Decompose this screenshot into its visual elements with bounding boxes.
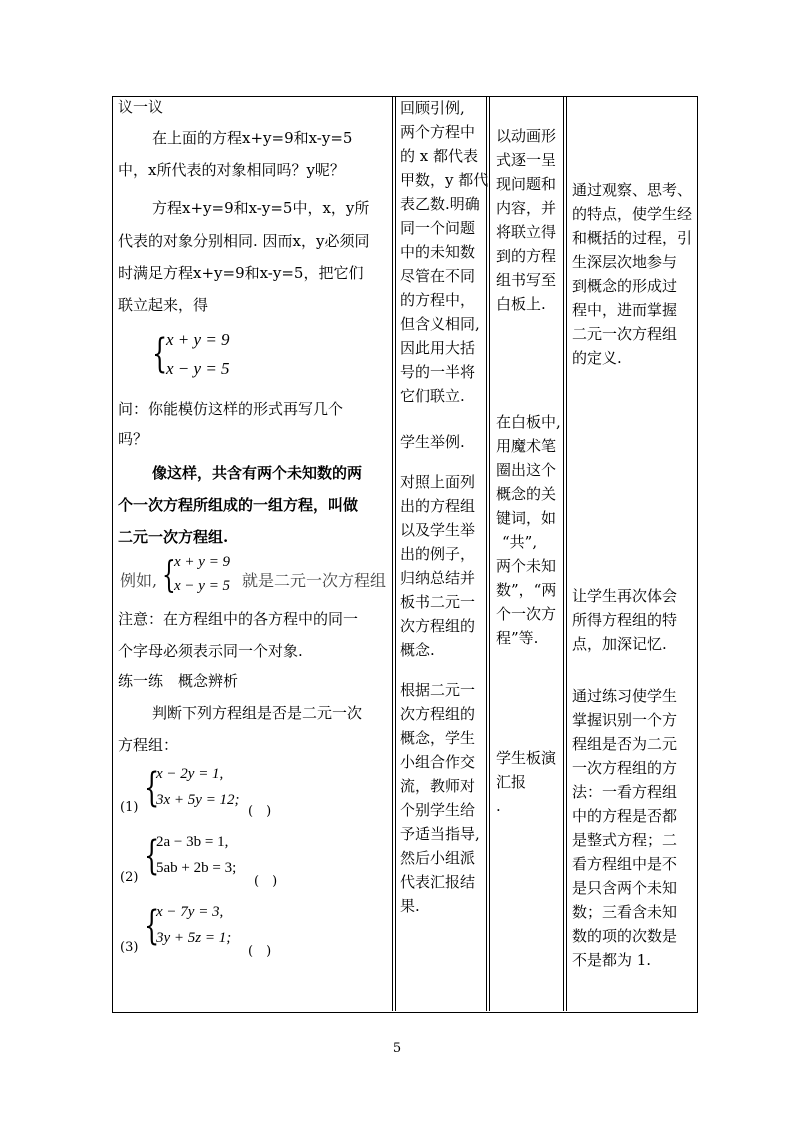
text-line: 的定义. xyxy=(572,349,622,367)
exercise-item xyxy=(118,762,388,822)
text-line: 然后小组派 xyxy=(400,849,476,867)
example-system xyxy=(162,552,242,602)
text-line: 但含义相同, xyxy=(400,315,480,333)
paragraph-line: 联立起来，得 xyxy=(118,296,209,314)
answer-blank[interactable]: ( ) xyxy=(248,804,272,819)
practice-heading: 练一练 概念辨析 xyxy=(118,672,239,690)
text-line: 归纳总结并 xyxy=(400,569,476,587)
text-line: 是整式方程；二 xyxy=(572,831,678,849)
equation: x − y = 5 xyxy=(174,578,231,594)
text-line: 点，加深记忆. xyxy=(572,635,667,653)
exercise-item xyxy=(118,830,388,890)
text-line: 数；三看含未知 xyxy=(572,903,678,921)
item-number: (1) xyxy=(120,800,139,815)
equation: x − y = 5 xyxy=(166,359,230,378)
note-line: 个字母必须表示同一个对象. xyxy=(118,642,303,660)
text-line: 用魔术笔 xyxy=(496,437,557,455)
left-brace-icon: { xyxy=(144,903,160,949)
text-line: “共”, xyxy=(502,533,538,551)
text-line: 通过练习使学生 xyxy=(572,687,678,705)
text-line: 板书二元一 xyxy=(400,593,476,611)
column-divider-1 xyxy=(392,96,393,1011)
text-line: 个别学生给 xyxy=(400,801,476,819)
text-line: 以动画形 xyxy=(496,127,557,145)
text-line: 的特点，使学生经 xyxy=(572,205,693,223)
text-line: 学生板演 xyxy=(496,749,557,767)
equation-system xyxy=(144,762,264,820)
text-line: 甲数，y 都代 xyxy=(400,171,489,189)
text-line: 代表汇报结 xyxy=(400,873,476,891)
text-line: 圈出这个 xyxy=(496,461,557,479)
item-number: (2) xyxy=(120,870,139,885)
text-line: 中的方程是否都 xyxy=(572,807,678,825)
section-heading: 议一议 xyxy=(118,98,164,116)
paragraph-line: 代表的对象分别相同. 因而x，y必须同 xyxy=(118,232,370,250)
column-divider-3 xyxy=(486,96,487,1011)
equation: x + y = 9 xyxy=(174,554,231,570)
text-line: 白板上. xyxy=(496,295,546,313)
paragraph-line: 判断下列方程组是否是二元一次 xyxy=(152,704,363,722)
text-line: 生深层次地参与 xyxy=(572,253,678,271)
text-line: 次方程组的 xyxy=(400,617,476,635)
text-line: 在白板中, xyxy=(496,413,561,431)
media-column xyxy=(496,96,562,1011)
text-line: 回顾引例, xyxy=(400,99,465,117)
paragraph-line: 时满足方程x+y=9和x-y=5，把它们 xyxy=(118,264,364,282)
paragraph-line: 方程组： xyxy=(118,736,179,754)
text-line: 数”，“两 xyxy=(496,581,557,599)
text-line: 予适当指导, xyxy=(400,825,480,843)
text-line: 到概念的形成过 xyxy=(572,277,678,295)
note-line: 注意：在方程组中的各方程中的同一 xyxy=(118,610,359,628)
definition-line: 像这样，共含有两个未知数的两 xyxy=(152,464,363,482)
text-line: 尽管在不同 xyxy=(400,267,476,285)
text-line: 流，教师对 xyxy=(400,777,476,795)
paragraph-line: 中，x所代表的对象相同吗？y呢？ xyxy=(118,161,345,179)
text-line: 看方程组中是不 xyxy=(572,855,678,873)
text-line: 学生举例. xyxy=(400,433,465,451)
text-line: 现问题和 xyxy=(496,175,557,193)
example-line xyxy=(118,552,392,604)
equation: x − 7y = 3, xyxy=(156,904,224,920)
text-line: 程中，进而掌握 xyxy=(572,301,678,319)
text-line: 键词，如 xyxy=(496,509,557,527)
text-line: 中的未知数 xyxy=(400,243,476,261)
text-line: 概念的关 xyxy=(496,485,557,503)
text-line: 同一个问题 xyxy=(400,219,476,237)
text-line: 所得方程组的特 xyxy=(572,611,678,629)
equation-system xyxy=(152,328,272,384)
text-line: 将联立得 xyxy=(496,223,557,241)
equation: x − 2y = 1, xyxy=(156,766,224,782)
text-line: 数的项的次数是 xyxy=(572,927,678,945)
question-line: 问：你能模仿这样的形式再写几个 xyxy=(118,400,344,418)
text-line: 两个未知 xyxy=(496,557,557,575)
text-line: 它们联立. xyxy=(400,387,465,405)
text-line: 次方程组的 xyxy=(400,705,476,723)
column-divider-5 xyxy=(563,96,564,1011)
text-line: 的方程中， xyxy=(400,291,476,309)
text-line: 概念，学生 xyxy=(400,729,476,747)
definition-line: 二元一次方程组. xyxy=(118,528,229,546)
equation: x + y = 9 xyxy=(166,330,230,349)
answer-blank[interactable]: ( ) xyxy=(248,944,272,959)
text-line: 以及学生举 xyxy=(400,521,476,539)
text-line: 掌握识别一个方 xyxy=(572,711,678,729)
question-line: 吗？ xyxy=(118,430,149,448)
text-line: 因此用大括 xyxy=(400,339,476,357)
text-line: 汇报 xyxy=(496,773,527,791)
text-line: 小组合作交 xyxy=(400,753,476,771)
text-line: 通过观察、思考、 xyxy=(572,181,693,199)
text-line: 出的例子， xyxy=(400,545,476,563)
text-line: 到的方程 xyxy=(496,247,557,265)
equation-system xyxy=(144,830,264,888)
text-line: 根据二元一 xyxy=(400,681,476,699)
example-prefix: 例如, xyxy=(120,571,158,590)
left-brace-icon: { xyxy=(144,765,160,811)
paragraph-line: 在上面的方程x+y=9和x-y=5 xyxy=(152,129,353,147)
equation: 3y + 5z = 1; xyxy=(156,930,232,946)
text-line: . xyxy=(496,797,501,815)
text-line: 的 x 都代表 xyxy=(400,147,478,165)
left-brace-icon: { xyxy=(144,833,160,879)
text-line: 表乙数.明确 xyxy=(400,195,480,213)
equation: 2a − 3b = 1, xyxy=(156,834,229,850)
text-line: 程组是否为二元 xyxy=(572,735,678,753)
text-line: 两个方程中 xyxy=(400,123,476,141)
text-line: 内容，并 xyxy=(496,199,557,217)
exercise-item xyxy=(118,900,388,960)
text-line: 程”等. xyxy=(496,629,539,647)
text-line: 不是都为 1. xyxy=(572,951,652,969)
left-brace-icon: { xyxy=(152,331,168,377)
page-number: 5 xyxy=(392,1041,402,1056)
text-line: 组书写至 xyxy=(496,271,557,289)
column-divider-2 xyxy=(395,96,396,1011)
text-line: 果. xyxy=(400,897,420,915)
column-divider-4 xyxy=(489,96,490,1011)
definition-line: 个一次方程所组成的一组方程，叫做 xyxy=(118,496,359,514)
text-line: 对照上面列 xyxy=(400,473,476,491)
paragraph-line: 方程x+y=9和x-y=5中，x，y所 xyxy=(152,199,370,217)
text-line: 法：一看方程组 xyxy=(572,783,678,801)
text-line: 让学生再次体会 xyxy=(572,587,678,605)
example-suffix: 就是二元一次方程组 xyxy=(242,571,387,590)
answer-blank[interactable]: ( ) xyxy=(254,874,278,889)
equation: 5ab + 2b = 3; xyxy=(156,860,237,876)
design-intent-column xyxy=(572,96,694,1011)
text-line: 出的方程组 xyxy=(400,497,476,515)
equation: 3x + 5y = 12; xyxy=(156,792,240,808)
text-line: 号的一半将 xyxy=(400,363,476,381)
text-line: 概念. xyxy=(400,641,435,659)
left-brace-icon: { xyxy=(162,555,176,596)
column-divider-6 xyxy=(566,96,567,1011)
text-line: 二元一次方程组 xyxy=(572,325,678,343)
equation-system xyxy=(144,900,264,958)
text-line: 个一次方 xyxy=(496,605,557,623)
item-number: (3) xyxy=(120,940,139,955)
text-line: 是只含两个未知 xyxy=(572,879,678,897)
text-line: 和概括的过程，引 xyxy=(572,229,693,247)
text-line: 一次方程组的方 xyxy=(572,759,678,777)
text-line: 式逐一呈 xyxy=(496,151,557,169)
